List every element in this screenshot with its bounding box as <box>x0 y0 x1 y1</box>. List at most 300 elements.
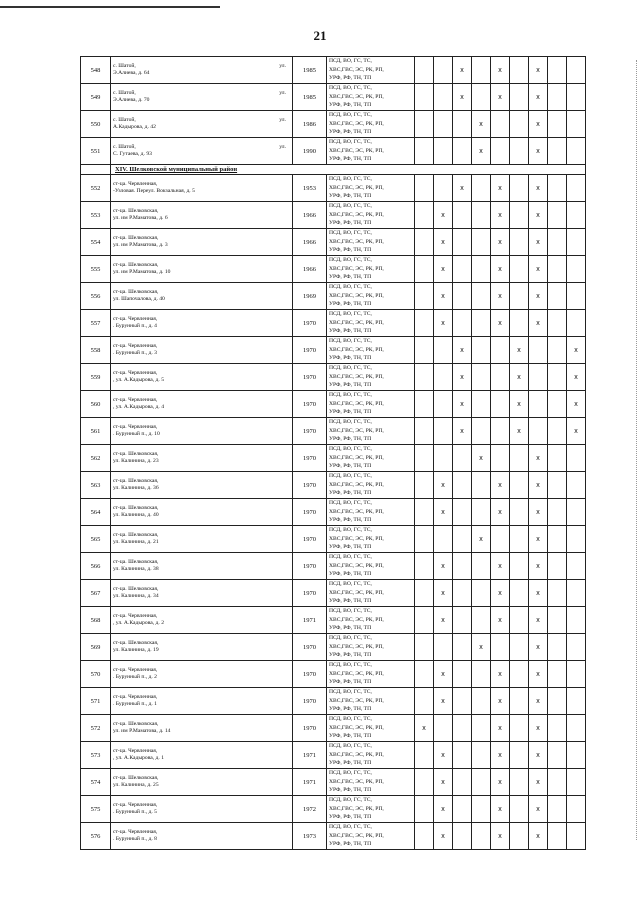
systems-line: УРФ, РФ, ТН, ТП <box>329 409 372 416</box>
systems-line: УРФ, РФ, ТН, ТП <box>329 760 372 767</box>
systems-line: УРФ, РФ, ТН, ТП <box>329 733 372 740</box>
systems-list <box>327 364 415 391</box>
systems-line: ПСД, ВО, ГС, ТС, <box>329 581 372 588</box>
mark-cell <box>567 111 586 138</box>
systems-line: ХВС,ГВС, ЭС, РК, РП, <box>329 238 384 245</box>
address-line-1 <box>113 397 292 404</box>
systems-list <box>327 229 415 256</box>
mark-cell: x <box>510 418 529 445</box>
address-line-2: ул. Калинина, д. 19 <box>113 647 159 653</box>
mark-cell: x <box>472 634 491 661</box>
address-line-2: , ул. А.Кадырова, д. 2 <box>113 620 164 626</box>
mark-cell <box>567 742 586 769</box>
row-number: 562 <box>81 445 111 472</box>
systems-line: ХВС,ГВС, ЭС, РК, РП, <box>329 120 384 127</box>
address-cell <box>111 111 293 138</box>
systems-line: ХВС,ГВС, ЭС, РК, РП, <box>329 66 384 73</box>
systems-list <box>327 526 415 553</box>
row-number: 553 <box>81 202 111 229</box>
address-locality: с. Шатой, <box>113 144 136 150</box>
mark-cell <box>510 661 529 688</box>
mark-cell <box>415 499 434 526</box>
mark-cell: x <box>491 283 510 310</box>
mark-cell <box>567 769 586 796</box>
year-built: 1970 <box>293 634 327 661</box>
mark-cell <box>567 715 586 742</box>
systems-line: УРФ, РФ, ТН, ТП <box>329 247 372 254</box>
mark-cell <box>567 499 586 526</box>
mark-cell <box>415 688 434 715</box>
systems-list <box>327 337 415 364</box>
address-cell <box>111 202 293 229</box>
mark-cell <box>510 499 529 526</box>
address-cell <box>111 688 293 715</box>
address-line-1 <box>113 117 292 124</box>
mark-cell <box>472 202 491 229</box>
mark-cell <box>510 138 529 165</box>
mark-cell <box>567 84 586 111</box>
mark-cell: x <box>529 688 548 715</box>
mark-cell <box>472 256 491 283</box>
row-number: 550 <box>81 111 111 138</box>
systems-line: УРФ, РФ, ТН, ТП <box>329 382 372 389</box>
address-locality: ст-ца. Шелковская, <box>113 478 159 484</box>
systems-line: ХВС,ГВС, ЭС, РК, РП, <box>329 643 384 650</box>
address-cell <box>111 742 293 769</box>
mark-cell <box>491 364 510 391</box>
mark-cell: x <box>491 175 510 202</box>
row-number: 557 <box>81 310 111 337</box>
mark-cell <box>415 391 434 418</box>
systems-line: ПСД, ВО, ГС, ТС, <box>329 527 372 534</box>
systems-line: ПСД, ВО, ГС, ТС, <box>329 446 372 453</box>
systems-line: ХВС,ГВС, ЭС, РК, РП, <box>329 292 384 299</box>
address-line-1 <box>113 586 292 593</box>
mark-cell: x <box>434 823 453 850</box>
mark-cell <box>567 283 586 310</box>
mark-cell: x <box>529 472 548 499</box>
year-built: 1972 <box>293 796 327 823</box>
mark-cell <box>434 391 453 418</box>
mark-cell <box>548 283 567 310</box>
address-locality: ст-ца. Червленная, <box>113 667 158 673</box>
table-body <box>81 57 586 850</box>
mark-cell <box>453 111 472 138</box>
systems-line: ПСД, ВО, ГС, ТС, <box>329 608 372 615</box>
systems-list <box>327 661 415 688</box>
address-line-2: . Бурунный п., д. 1 <box>113 701 157 707</box>
mark-cell <box>548 526 567 553</box>
address-cell <box>111 607 293 634</box>
mark-cell <box>415 445 434 472</box>
systems-line: УРФ, РФ, ТН, ТП <box>329 463 372 470</box>
mark-cell <box>567 526 586 553</box>
mark-cell <box>415 283 434 310</box>
mark-cell <box>567 256 586 283</box>
systems-line: ПСД, ВО, ГС, ТС, <box>329 85 372 92</box>
systems-list <box>327 256 415 283</box>
address-line-2: ул. Калинина, д. 36 <box>113 485 159 491</box>
systems-list <box>327 391 415 418</box>
mark-cell: x <box>529 283 548 310</box>
mark-cell <box>567 634 586 661</box>
address-line-1 <box>113 478 292 485</box>
table-row <box>81 283 586 310</box>
mark-cell: x <box>434 742 453 769</box>
mark-cell <box>548 742 567 769</box>
systems-line: ПСД, ВО, ГС, ТС, <box>329 419 372 426</box>
systems-line: УРФ, РФ, ТН, ТП <box>329 517 372 524</box>
mark-cell: x <box>529 742 548 769</box>
mark-cell: x <box>453 337 472 364</box>
address-line-1 <box>113 667 292 674</box>
mark-cell: x <box>415 715 434 742</box>
mark-cell: x <box>567 364 586 391</box>
address-locality: ст-ца. Шелковская, <box>113 208 159 214</box>
address-locality: ст-ца. Шелковская, <box>113 640 159 646</box>
systems-line: УРФ, РФ, ТН, ТП <box>329 544 372 551</box>
systems-line: ХВС,ГВС, ЭС, РК, РП, <box>329 481 384 488</box>
address-line-2: А.Кадырова, д. 42 <box>113 124 156 130</box>
mark-cell <box>548 580 567 607</box>
mark-cell <box>415 364 434 391</box>
address-line-1 <box>113 262 292 269</box>
address-line-2: ул. им Р.Маматова, д. 3 <box>113 242 168 248</box>
table-row <box>81 337 586 364</box>
address-cell <box>111 553 293 580</box>
systems-line: ХВС,ГВС, ЭС, РК, РП, <box>329 535 384 542</box>
mark-cell <box>434 84 453 111</box>
mark-cell <box>415 84 434 111</box>
address-locality: ст-ца. Шелковская, <box>113 262 159 268</box>
mark-cell: x <box>453 364 472 391</box>
mark-cell <box>510 472 529 499</box>
mark-cell <box>510 580 529 607</box>
mark-cell <box>472 229 491 256</box>
address-line-1 <box>113 640 292 647</box>
systems-list <box>327 84 415 111</box>
year-built: 1970 <box>293 445 327 472</box>
address-line-2: ул. Калинина, д. 38 <box>113 566 159 572</box>
row-number: 561 <box>81 418 111 445</box>
mark-cell <box>472 661 491 688</box>
year-built: 1971 <box>293 742 327 769</box>
systems-list <box>327 634 415 661</box>
table-row <box>81 823 586 850</box>
address-locality: ст-ца. Шелковская, <box>113 532 159 538</box>
mark-cell <box>472 472 491 499</box>
mark-cell: x <box>453 84 472 111</box>
mark-cell <box>453 580 472 607</box>
mark-cell: x <box>434 688 453 715</box>
mark-cell <box>415 526 434 553</box>
mark-cell <box>453 796 472 823</box>
address-line-1 <box>113 748 292 755</box>
address-cell <box>111 499 293 526</box>
mark-cell <box>472 337 491 364</box>
address-locality: ст-ца. Червленная, <box>113 613 158 619</box>
mark-cell <box>453 715 472 742</box>
mark-cell: x <box>491 688 510 715</box>
mark-cell <box>491 391 510 418</box>
table-row <box>81 796 586 823</box>
section-header-row <box>81 165 586 175</box>
mark-cell: x <box>529 175 548 202</box>
row-number: 571 <box>81 688 111 715</box>
mark-cell <box>510 310 529 337</box>
address-line-2: ул. Калинина, д. 23 <box>113 458 159 464</box>
mark-cell <box>415 256 434 283</box>
systems-list <box>327 769 415 796</box>
address-line-2: . Бурунный п., д. 3 <box>113 350 157 356</box>
mark-cell <box>434 364 453 391</box>
mark-cell: x <box>529 661 548 688</box>
address-line-2: ул. Калинина, д. 34 <box>113 593 159 599</box>
table-row <box>81 111 586 138</box>
mark-cell: x <box>472 445 491 472</box>
table-row <box>81 634 586 661</box>
address-line-2: ул. им Р.Маматова, д. 10 <box>113 269 171 275</box>
mark-cell <box>548 418 567 445</box>
systems-line: УРФ, РФ, ТН, ТП <box>329 274 372 281</box>
address-line-2: ул. им Р.Маматова, д. 14 <box>113 728 171 734</box>
address-line-2: С. Гутаева, д. 93 <box>113 151 152 157</box>
mark-cell: x <box>491 499 510 526</box>
mark-cell <box>548 472 567 499</box>
year-built: 1970 <box>293 418 327 445</box>
mark-cell <box>510 769 529 796</box>
systems-line: ХВС,ГВС, ЭС, РК, РП, <box>329 346 384 353</box>
mark-cell: x <box>491 57 510 84</box>
address-locality: ст-ца. Червленная, <box>113 694 158 700</box>
mark-cell: x <box>434 256 453 283</box>
address-locality: ст-ца. Червленная, <box>113 343 158 349</box>
mark-cell: x <box>529 310 548 337</box>
address-locality: с. Шатой, <box>113 117 136 123</box>
year-built: 1966 <box>293 202 327 229</box>
address-cell <box>111 283 293 310</box>
systems-line: ПСД, ВО, ГС, ТС, <box>329 473 372 480</box>
mark-cell <box>453 661 472 688</box>
systems-line: ХВС,ГВС, ЭС, РК, РП, <box>329 562 384 569</box>
mark-cell <box>567 607 586 634</box>
mark-cell <box>434 57 453 84</box>
systems-list <box>327 823 415 850</box>
mark-cell <box>453 310 472 337</box>
address-line-2: Э.Алиева, д. 64 <box>113 70 150 76</box>
systems-list <box>327 553 415 580</box>
systems-line: УРФ, РФ, ТН, ТП <box>329 706 372 713</box>
address-locality: ст-ца. Червленная, <box>113 370 158 376</box>
row-number: 572 <box>81 715 111 742</box>
scan-artifact-line <box>0 6 220 8</box>
systems-list <box>327 472 415 499</box>
row-number: 554 <box>81 229 111 256</box>
address-locality: ст-ца. Шелковская, <box>113 559 159 565</box>
mark-cell <box>529 337 548 364</box>
address-cell <box>111 580 293 607</box>
mark-cell <box>415 202 434 229</box>
systems-line: ПСД, ВО, ГС, ТС, <box>329 257 372 264</box>
table-row <box>81 202 586 229</box>
table-row <box>81 553 586 580</box>
mark-cell <box>510 57 529 84</box>
systems-line: ПСД, ВО, ГС, ТС, <box>329 139 372 146</box>
row-number: 570 <box>81 661 111 688</box>
year-built: 1970 <box>293 499 327 526</box>
address-cell <box>111 661 293 688</box>
systems-line: ПСД, ВО, ГС, ТС, <box>329 365 372 372</box>
mark-cell <box>453 283 472 310</box>
mark-cell: x <box>510 337 529 364</box>
mark-cell <box>548 688 567 715</box>
systems-line: УРФ, РФ, ТН, ТП <box>329 193 372 200</box>
mark-cell: x <box>567 391 586 418</box>
mark-cell: x <box>434 310 453 337</box>
table-row <box>81 499 586 526</box>
mark-cell <box>567 823 586 850</box>
systems-line: ХВС,ГВС, ЭС, РК, РП, <box>329 427 384 434</box>
year-built: 1970 <box>293 310 327 337</box>
address-line-2: ул. Калинина, д. 25 <box>113 782 159 788</box>
mark-cell: x <box>529 57 548 84</box>
table-row <box>81 715 586 742</box>
row-number: 568 <box>81 607 111 634</box>
systems-line: ПСД, ВО, ГС, ТС, <box>329 203 372 210</box>
systems-line: УРФ, РФ, ТН, ТП <box>329 841 372 848</box>
mark-cell: x <box>491 742 510 769</box>
mark-cell <box>548 256 567 283</box>
table-row <box>81 84 586 111</box>
mark-cell <box>472 742 491 769</box>
mark-cell <box>453 256 472 283</box>
mark-cell <box>548 138 567 165</box>
mark-cell: x <box>434 472 453 499</box>
mark-cell: x <box>529 526 548 553</box>
mark-cell <box>472 769 491 796</box>
address-line-1 <box>113 316 292 323</box>
mark-cell <box>510 175 529 202</box>
address-cell <box>111 445 293 472</box>
address-line-2: ул. Шапочалова, д. 40 <box>113 296 165 302</box>
address-locality: ст-ца. Червленная, <box>113 802 158 808</box>
mark-cell <box>453 472 472 499</box>
year-built: 1971 <box>293 607 327 634</box>
mark-cell <box>434 138 453 165</box>
mark-cell <box>529 391 548 418</box>
mark-cell <box>510 742 529 769</box>
mark-cell <box>548 634 567 661</box>
address-line-2: , ул. А.Кадырова, д. 4 <box>113 404 164 410</box>
row-number: 569 <box>81 634 111 661</box>
row-number: 555 <box>81 256 111 283</box>
mark-cell <box>415 337 434 364</box>
mark-cell <box>548 111 567 138</box>
address-line-1 <box>113 343 292 350</box>
mark-cell: x <box>491 256 510 283</box>
systems-line: ХВС,ГВС, ЭС, РК, РП, <box>329 670 384 677</box>
address-street-type: ул. <box>279 144 286 150</box>
row-number: 551 <box>81 138 111 165</box>
mark-cell <box>453 769 472 796</box>
address-locality: ст-ца. Шелковская, <box>113 721 159 727</box>
address-cell <box>111 472 293 499</box>
mark-cell <box>529 418 548 445</box>
address-locality: ст-ца. Шелковская, <box>113 289 159 295</box>
systems-line: ПСД, ВО, ГС, ТС, <box>329 176 372 183</box>
year-built: 1971 <box>293 769 327 796</box>
address-cell <box>111 256 293 283</box>
mark-cell: x <box>529 111 548 138</box>
systems-line: ХВС,ГВС, ЭС, РК, РП, <box>329 147 384 154</box>
row-number: 574 <box>81 769 111 796</box>
mark-cell <box>434 445 453 472</box>
systems-line: УРФ, РФ, ТН, ТП <box>329 75 372 82</box>
mark-cell <box>415 661 434 688</box>
mark-cell: x <box>434 769 453 796</box>
table-row <box>81 526 586 553</box>
systems-list <box>327 283 415 310</box>
systems-line: ПСД, ВО, ГС, ТС, <box>329 392 372 399</box>
systems-list <box>327 715 415 742</box>
mark-cell: x <box>491 202 510 229</box>
systems-list <box>327 445 415 472</box>
mark-cell <box>415 175 434 202</box>
year-built: 1970 <box>293 688 327 715</box>
mark-cell <box>491 337 510 364</box>
systems-line: ПСД, ВО, ГС, ТС, <box>329 824 372 831</box>
systems-list <box>327 796 415 823</box>
address-locality: ст-ца. Шелковская, <box>113 586 159 592</box>
year-built: 1986 <box>293 111 327 138</box>
systems-line: ХВС,ГВС, ЭС, РК, РП, <box>329 751 384 758</box>
mark-cell <box>415 553 434 580</box>
mark-cell <box>453 823 472 850</box>
systems-line: ХВС,ГВС, ЭС, РК, РП, <box>329 93 384 100</box>
mark-cell <box>434 337 453 364</box>
address-street-type: ул. <box>279 90 286 96</box>
table-row <box>81 688 586 715</box>
mark-cell: x <box>434 283 453 310</box>
address-line-1 <box>113 505 292 512</box>
mark-cell <box>567 229 586 256</box>
mark-cell <box>548 445 567 472</box>
address-line-2: . Бурунный п., д. 8 <box>113 836 157 842</box>
mark-cell: x <box>472 111 491 138</box>
mark-cell: x <box>453 57 472 84</box>
row-number: 558 <box>81 337 111 364</box>
scan-margin-dots <box>635 60 637 840</box>
mark-cell: x <box>434 553 453 580</box>
mark-cell: x <box>434 661 453 688</box>
row-number: 564 <box>81 499 111 526</box>
mark-cell: x <box>453 391 472 418</box>
address-locality: ст-ца. Шелковская, <box>113 775 159 781</box>
mark-cell <box>510 553 529 580</box>
mark-cell <box>415 229 434 256</box>
systems-line: УРФ, РФ, ТН, ТП <box>329 652 372 659</box>
mark-cell: x <box>491 823 510 850</box>
systems-line: ХВС,ГВС, ЭС, РК, РП, <box>329 724 384 731</box>
mark-cell <box>548 57 567 84</box>
mark-cell <box>434 175 453 202</box>
mark-cell <box>548 715 567 742</box>
mark-cell <box>548 337 567 364</box>
systems-line: ПСД, ВО, ГС, ТС, <box>329 284 372 291</box>
mark-cell <box>510 688 529 715</box>
table-row <box>81 310 586 337</box>
systems-list <box>327 688 415 715</box>
